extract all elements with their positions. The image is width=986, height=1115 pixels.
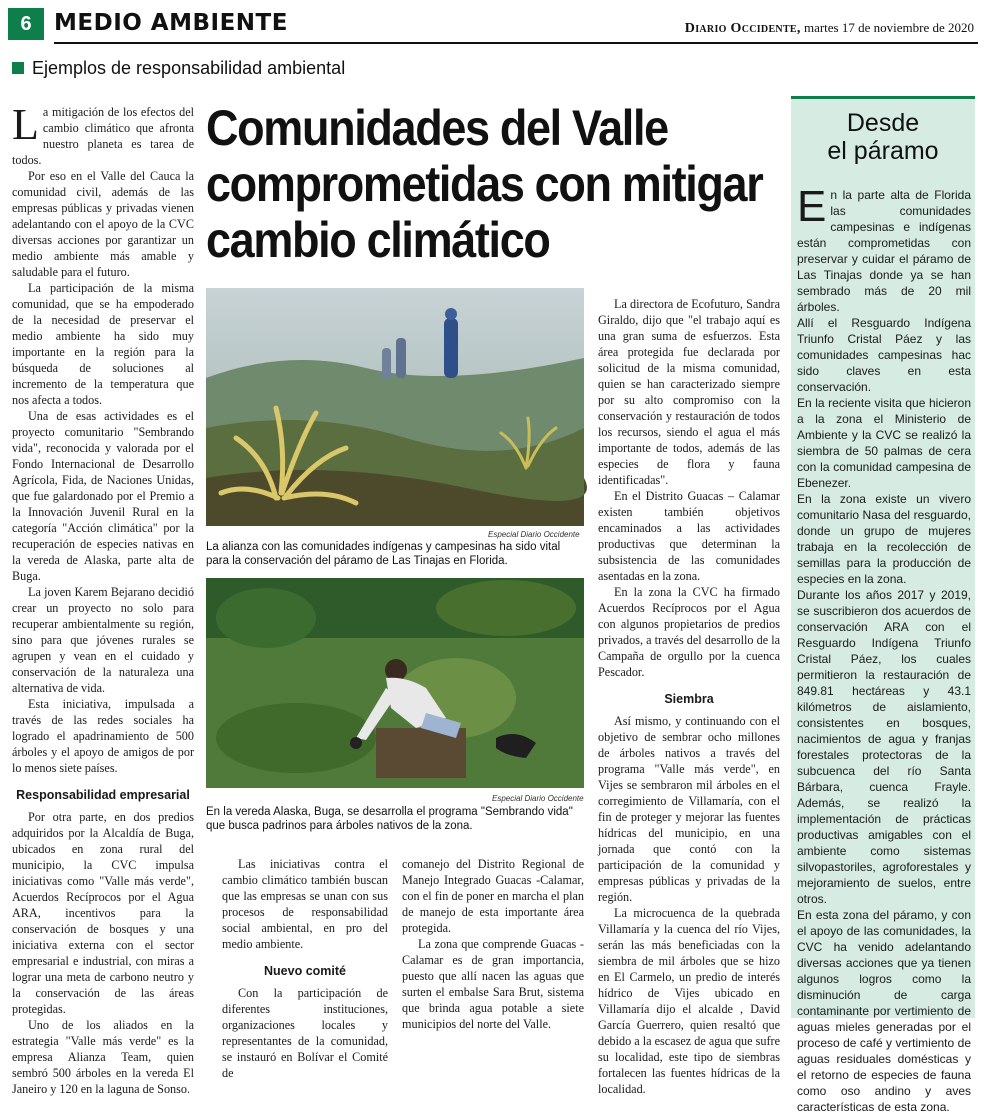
subheading: Nuevo comité: [264, 964, 346, 978]
article-paragraph: La joven Karem Bejarano decidió crear un proyecto no solo para recuperar ambientalmente su región, sino para que jóvenes rurales se agrupen y vean en el cuidado y conservación de la naturaleza una alternativa de vida.: [12, 585, 194, 695]
newspaper-name: Diario Occidente,: [684, 21, 801, 36]
photo-paramo: [206, 288, 584, 526]
right-article-column: [598, 296, 780, 1097]
article-paragraph: La microcuenca de la quebrada Villamaría y la cuenca del río Vijes, serán las más beneficiadas con la siembra de mil árboles que se hizo en El Carmelo, un predio de interés hídrico de Vijes ubicado en Villamaría dijo el alcalde , David García Guerrero, quien resaltó que debido a la escasez de agua que sufre su localidad, este tipo de siembras fortalecen las fuentes hídricas de la localidad.: [598, 906, 780, 1096]
photo-caption: La alianza con las comunidades indígenas y campesinas ha sido vital para la conservación del páramo de Las Tinajas en Florida.: [206, 541, 561, 567]
section-title: MEDIO AMBIENTE: [54, 10, 288, 36]
photo-caption: En la vereda Alaska, Buga, se desarrolla el programa "Sembrando vida" que busca padrinos para árboles nativos de la zona.: [206, 806, 573, 832]
subsection-label: Ejemplos de responsabilidad ambiental: [32, 58, 346, 78]
sidebar-box: [791, 96, 975, 1114]
subheading: Siembra: [664, 692, 714, 706]
article-paragraph: Esta iniciativa, impulsada a través de las redes sociales ha logrado el apadrinamiento de 500 árboles y el apoyo de amigos de por lo menos siete países.: [12, 697, 194, 775]
page-number: 6: [8, 8, 44, 40]
article-paragraph: En la zona la CVC ha firmado Acuerdos Recíprocos por el Agua con algunos propietarios de predios privados, a través del desarrollo de la Campaña de orgullo por la cuenca Pescador.: [598, 585, 780, 679]
article-paragraph: La zona que comprende Guacas - Calamar es de gran importancia, puesto que allí nacen las aguas que surten el embalse Sara Brut, sistema que brinda agua potable a siete municipios del norte del Valle.: [402, 937, 584, 1031]
sidebar-paragraph: Allí el Resguardo Indígena Triunfo Cristal Páez y las comunidades campesinas hac sido claves en esta conservación.: [797, 316, 971, 394]
sidebar-title: [791, 109, 975, 165]
article-paragraph: La mitigación de los efectos del cambio climático que afronta nuestro planeta es tarea de todos.: [12, 100, 194, 167]
sidebar-paragraph: En esta zona del páramo, y con el apoyo de las comunidades, la CVC ha venido adelantando diversas acciones que ya tienen algunos logros como la disminución de carga contaminante por vertimiento de aguas mieles generadas por el proceso de café y vertimiento de aguas residuales domésticas y el retorno de especies de fauna como oso andino y aves características de esta zona.: [797, 908, 971, 1114]
sidebar-paragraph: En la parte alta de Florida las comunidades campesinas e indígenas están comprometidas con preservar y cuidar el páramo de Las Tinajas donde ya se han sembrado más de 20 mil árboles.: [797, 182, 971, 314]
green-square-icon: [12, 62, 24, 74]
headline: Comunidades del Valle comprometidas con mitigar cambio climático: [206, 100, 763, 268]
subheading: Responsabilidad empresarial: [16, 788, 190, 802]
page-header: [8, 8, 978, 44]
article-paragraph: La directora de Ecofuturo, Sandra Giraldo, dijo que "el trabajo aquí es una gran suma de esfuerzos. Esta área protegida fue declarada por solicitud de la misma comunidad, quien se han caracterizado siempre por su alto compromiso con la conservación y restauración de todos los recursos, siendo el agua el más importante de todos, además de las especies de flora y fauna identificadas".: [598, 297, 780, 487]
article-paragraph: Así mismo, y continuando con el objetivo de sembrar ocho millones de árboles nativos a través del programa "Valle más verde", en Vijes se sembraron mil árboles en el corregimiento de Villamaría, con el fin de proteger y mejorar las fuentes hídricas del municipio, en una jornada que contó con la participación de la comunidad y empresas públicas y privadas de la región.: [598, 714, 780, 904]
issue-date: martes 17 de noviembre de 2020: [803, 20, 974, 35]
article-paragraph: Con la participación de diferentes instituciones, organizaciones locales y representantes de la comunidad, se instauró en Bolívar el Comité de: [222, 986, 388, 1080]
article-paragraph: En el Distrito Guacas – Calamar existen también objetivos encaminados a las actividades productivas que determinan la subsistencia de las comunidades asentadas en la zona.: [598, 489, 780, 583]
sidebar-paragraph: En la zona existe un vivero comunitario Nasa del resguardo, donde un grupo de mujeres trabaja en la recolección de semillas para la producción de especies en la zona.: [797, 492, 971, 586]
photo-credit: Especial Diario Occidente: [488, 530, 580, 539]
sidebar-body: [797, 182, 971, 1115]
article-paragraph: Uno de los aliados en la estrategia "Valle más verde" es la empresa Alianza Team, quien sembró 500 árboles en la vereda El Janeiro y 120 en la laguna de Sonso.: [12, 1018, 194, 1096]
subsection-title: [12, 58, 345, 79]
photo-planting: [206, 578, 584, 788]
article-paragraph: La participación de la misma comunidad, que se ha empoderado de la necesidad de preservar el medio ambiente ha sido muy importante en la región para la búsqueda de soluciones al incremento de la temperatura que nos afecta a todos.: [12, 281, 194, 407]
planting-photo-illustration: [206, 578, 584, 788]
article-paragraph: Por eso en el Valle del Cauca la comunidad civil, además de las empresas públicas y privadas vienen adelantando con el apoyo de la CVC diversas acciones por garantizar un medio ambiente más amable y saludable para el futuro.: [12, 169, 194, 279]
masthead: [685, 20, 974, 37]
sidebar-title-line: el páramo: [827, 137, 939, 165]
article-paragraph: Las iniciativas contra el cambio climático también buscan que las empresas se unan con sus procesos de responsabilidad social ambiental, en pro del medio ambiente.: [222, 857, 388, 951]
sidebar-paragraph: Durante los años 2017 y 2019, se suscribieron dos acuerdos de conservación ARA con el Resguardo Indígena Triunfo Cristal Páez, los cuales permitieron la restauración de 849.81 hectáreas y 43.1 kilómetros de aislamiento, consistentes en bosques, nacimientos de agua y franjas forestales protectoras de la subcuenca del río Santa Bárbara, cuenca Frayle. Además, se realizó la implementación de prácticas productivas amigables con el ambiente como sistemas silvopastoriles, agroforestales y mejoramiento de suelos, entre otros.: [797, 588, 971, 906]
sidebar-title-line: Desde: [846, 109, 920, 137]
dropcap: L: [12, 100, 39, 149]
left-article-column: [12, 100, 194, 1097]
center-article-column-2: [402, 856, 584, 1032]
paramo-photo-illustration: [206, 288, 584, 526]
center-article-column-1: [222, 856, 388, 1081]
article-paragraph: Una de esas actividades es el proyecto comunitario "Sembrando vida", reconocida y valorada por el Fondo Internacional de Desarrollo Agrícola, Fida, de Naciones Unidas, que fue galardonado por el Premio a la Innovación Juvenil Rural en la categoría "Acción climática" por la recuperación de especies nativas en la vereda de Alaska, parte alta de Buga.: [12, 409, 194, 583]
header-rule: [54, 42, 978, 44]
sidebar-paragraph: En la reciente visita que hicieron a la zona el Ministerio de Ambiente y la CVC se realizó la siembra de 50 palmas de cera con la comunidad campesina de Ebenezer.: [797, 396, 971, 490]
dropcap: E: [797, 182, 827, 231]
article-paragraph: Por otra parte, en dos predios adquiridos por la Alcaldía de Buga, ubicados en zona rural del municipio, la CVC impulsa iniciativas como "Valle más verde", Acuerdos Recíprocos por el Agua ARA, incentivos para la conservación de bosques y una iniciativa externa con el sector empresarial e industrial, con miras a lograr una meta de carbono neutro y la conservación de las áreas protegidas.: [12, 810, 194, 1016]
photo-credit: Especial Diario Occidente: [492, 794, 584, 803]
article-paragraph: comanejo del Distrito Regional de Manejo Integrado Guacas -Calamar, con el fin de poner en marcha el plan de manejo de esta importante área protegida.: [402, 857, 584, 935]
